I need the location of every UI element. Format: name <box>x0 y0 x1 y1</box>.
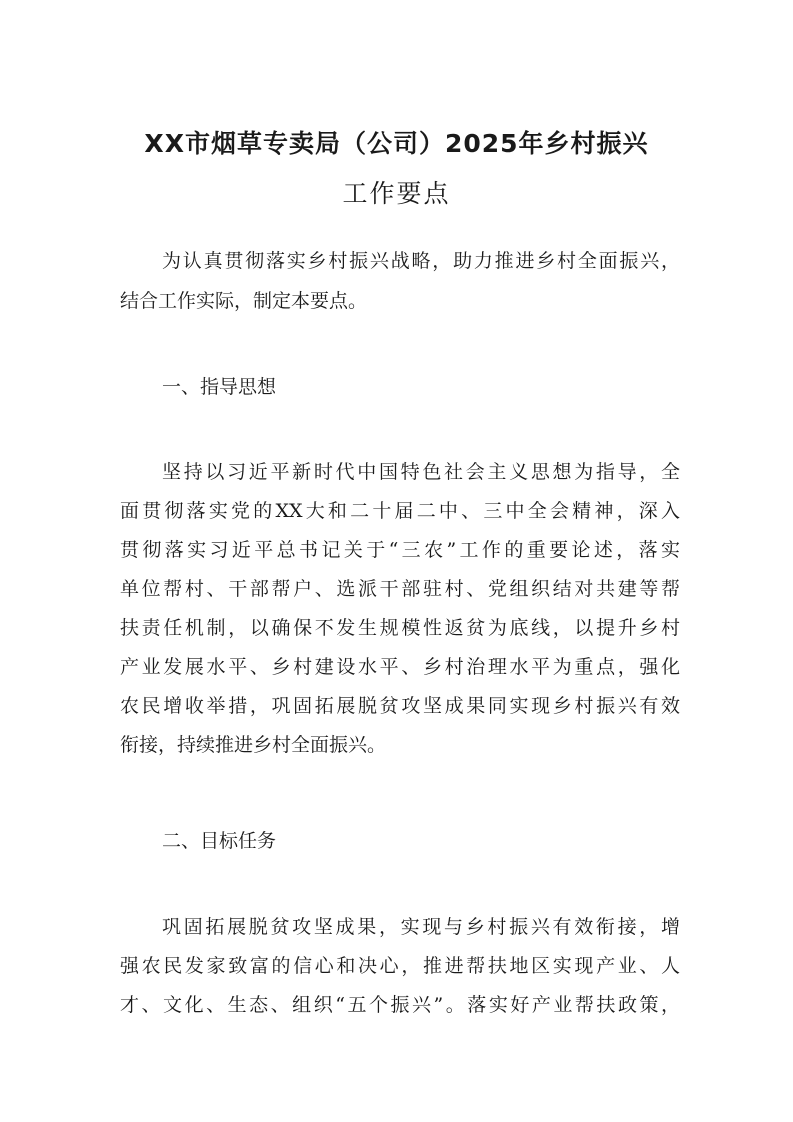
paragraph-line: 巩固拓展脱贫攻坚成果，实现与乡村振兴有效衔接，增 <box>162 916 680 938</box>
intro-line: 结合工作实际，制定本要点。 <box>120 290 368 312</box>
paragraph-line: 农民增收举措，巩固拓展脱贫攻坚成果同实现乡村振兴有效 <box>120 695 680 717</box>
paragraph-line: 贯彻落实习近平总书记关于“三农”工作的重要论述，落实 <box>120 539 680 561</box>
paragraph-line: 产业发展水平、乡村建设水平、乡村治理水平为重点，强化 <box>120 656 680 678</box>
document-title-line-1: XX市烟草专卖局（公司）2025年乡村振兴 <box>144 129 649 158</box>
paragraph-line: 扶责任机制，以确保不发生规模性返贫为底线，以提升乡村 <box>120 617 680 639</box>
section-heading-guiding-ideology: 一、指导思想 <box>162 376 277 398</box>
paragraph-line: 坚持以习近平新时代中国特色社会主义思想为指导，全 <box>162 461 680 483</box>
paragraph-line: 单位帮村、干部帮户、选派干部驻村、党组织结对共建等帮 <box>120 578 680 600</box>
paragraph-line: 衔接，持续推进乡村全面振兴。 <box>120 734 387 756</box>
paragraph-line: 面贯彻落实党的XX大和二十届二中、三中全会精神，深入 <box>120 500 680 522</box>
paragraph-line: 强农民发家致富的信心和决心，推进帮扶地区实现产业、人 <box>120 955 680 977</box>
intro-line: 为认真贯彻落实乡村振兴战略，助力推进乡村全面振兴， <box>162 250 680 272</box>
section-heading-goals-tasks: 二、目标任务 <box>162 830 277 852</box>
document-title-line-2: 工作要点 <box>342 179 451 208</box>
paragraph-line: 才、文化、生态、组织“五个振兴”。落实好产业帮扶政策， <box>120 994 680 1016</box>
